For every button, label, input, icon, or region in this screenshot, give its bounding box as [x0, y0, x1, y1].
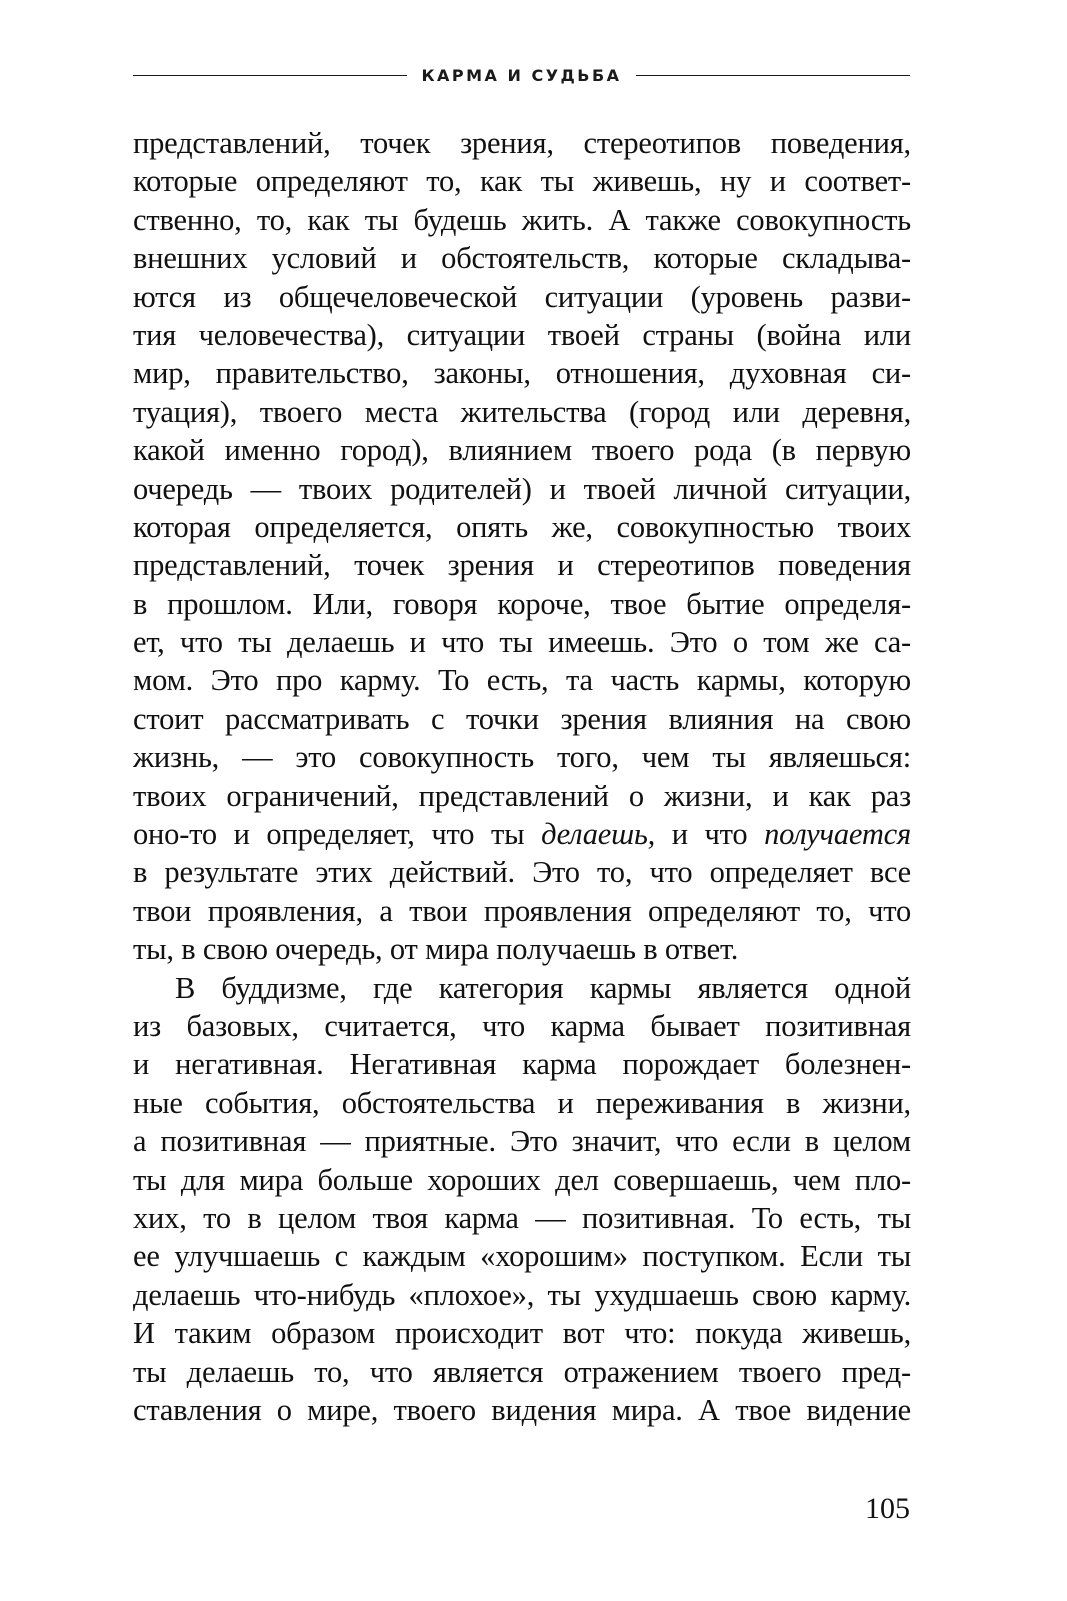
- text-run: оно-то и определяет, что ты: [133, 817, 542, 852]
- text-line: жизнь, — это совокупность того, чем ты являешься:: [133, 740, 911, 775]
- running-head-rule-right: [636, 75, 910, 76]
- text-line: хих, то в целом твоя карма — позитивная. То есть, ты: [133, 1200, 911, 1235]
- running-head-rule-left: [133, 75, 407, 76]
- text-line: и негативная. Негативная карма порождает болезнен-: [133, 1047, 911, 1082]
- text-line: туация), твоего места жительства (город или деревня,: [133, 394, 911, 429]
- text-line: мир, правительство, законы, отношения, духовная си-: [133, 356, 911, 391]
- text-line: ственно, то, как ты будешь жить. А также совокупность: [133, 202, 911, 237]
- text-line: ты для мира больше хороших дел совершаешь, чем пло-: [133, 1162, 911, 1197]
- text-line: твои проявления, а твои проявления определяют то, что: [133, 893, 911, 928]
- text-line: И таким образом происходит вот что: покуда живешь,: [133, 1316, 911, 1351]
- text-line: представлений, точек зрения и стереотипов поведения: [133, 548, 911, 583]
- page-number: 105: [865, 1492, 910, 1525]
- text-line: в результате этих действий. Это то, что определяет все: [133, 855, 911, 890]
- body-text: [133, 124, 911, 1429]
- italic-word: делаешь,: [541, 817, 656, 852]
- text-line: ты, в свою очередь, от мира получаешь в ответ.: [133, 932, 739, 967]
- text-line: стоит рассматривать с точки зрения влияния на свою: [133, 701, 911, 736]
- text-line: какой именно город), влиянием твоего рода (в первую: [133, 433, 911, 468]
- text-line: В буддизме, где категория кармы является одной: [175, 970, 911, 1005]
- text-line: ются из общечеловеческой ситуации (уровень разви-: [133, 279, 911, 314]
- text-line: ты делаешь то, что является отражением твоего пред-: [133, 1354, 911, 1389]
- text-line-with-italics: [133, 815, 911, 853]
- text-line: из базовых, считается, что карма бывает позитивная: [133, 1008, 911, 1043]
- running-head-title: КАРМА И СУДЬБА: [421, 65, 622, 85]
- text-line: очередь — твоих родителей) и твоей личной ситуации,: [133, 471, 911, 506]
- text-line: внешних условий и обстоятельств, которые складыва-: [133, 241, 911, 276]
- text-line: которая определяется, опять же, совокупностью твоих: [133, 509, 911, 544]
- text-line: в прошлом. Или, говоря короче, твое бытие определя-: [133, 586, 911, 621]
- text-line: ет, что ты делаешь и что ты имеешь. Это о том же са-: [133, 625, 911, 660]
- text-line: мом. Это про карму. То есть, та часть кармы, которую: [133, 663, 911, 698]
- text-line: ставления о мире, твоего видения мира. А твое видение: [133, 1392, 911, 1427]
- text-run: и что: [655, 817, 765, 852]
- text-line: делаешь что-нибудь «плохое», ты ухудшаешь свою карму.: [133, 1277, 911, 1312]
- italic-word: получается: [764, 817, 911, 852]
- text-line: тия человечества), ситуации твоей страны (война или: [133, 317, 911, 352]
- text-line: твоих ограничений, представлений о жизни, и как раз: [133, 778, 911, 813]
- text-line: ные события, обстоятельства и переживания в жизни,: [133, 1085, 911, 1120]
- text-line: ее улучшаешь с каждым «хорошим» поступком. Если ты: [133, 1239, 911, 1274]
- running-head: [133, 62, 910, 88]
- text-line: представлений, точек зрения, стереотипов поведения,: [133, 126, 911, 160]
- text-line: а позитивная — приятные. Это значит, что если в целом: [133, 1124, 911, 1159]
- text-line: которые определяют то, как ты живешь, ну и соответ-: [133, 164, 911, 199]
